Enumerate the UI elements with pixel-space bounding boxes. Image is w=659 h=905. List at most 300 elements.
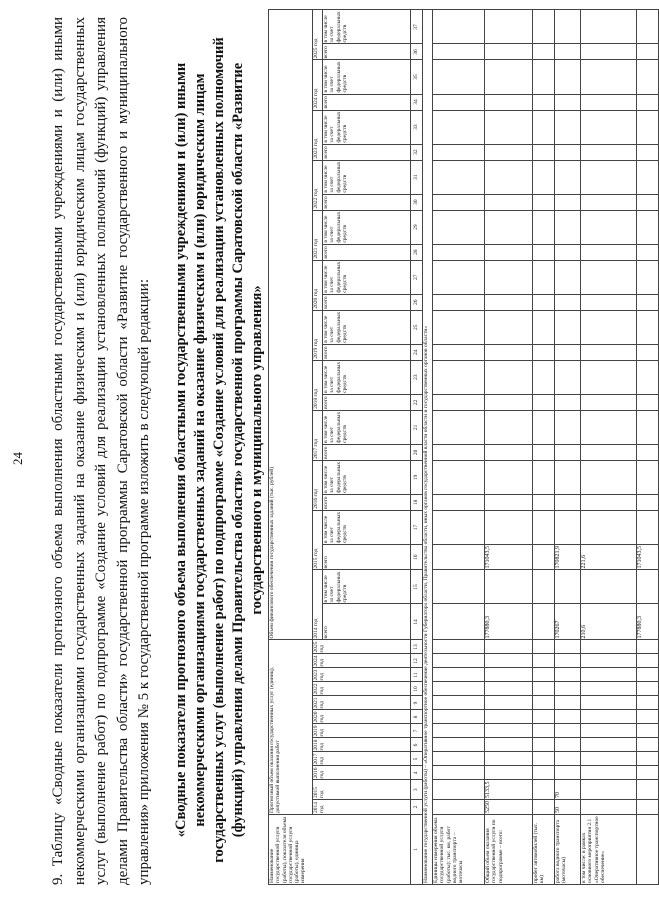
table-cell [533,344,555,360]
table-cell [581,144,637,160]
sub-total-header: всего [323,344,411,360]
table-cell [637,10,659,44]
table-cell [637,294,659,310]
table-cell [433,654,485,668]
sub-total-header: всего [323,94,411,110]
row-label [637,815,659,885]
table-cell [485,654,533,668]
column-number: 15 [411,570,423,604]
table-cell [581,260,637,294]
table-cell [555,710,581,724]
table-cell [485,260,533,294]
column-number: 34 [411,94,423,110]
table-cell [637,410,659,444]
table-cell [637,752,659,766]
table-cell [433,44,485,60]
table-cell [555,44,581,60]
table-cell [485,668,533,682]
table-cell [485,144,533,160]
table-cell [555,410,581,444]
table-cell: 177880,3 [637,604,659,640]
table-cell [555,682,581,696]
table-cell [433,10,485,44]
column-number: 31 [411,160,423,194]
table-cell [581,344,637,360]
column-number: 35 [411,60,423,94]
table-row [485,10,533,885]
sub-federal-header: в том числе за счет федеральных средств [323,260,411,294]
table-cell: 210,6 [581,604,637,640]
table-cell [581,210,637,244]
table-cell: 171043,5 [485,544,533,570]
table-cell [581,696,637,710]
table-cell [433,210,485,244]
sub-total-header: всего [323,494,411,510]
table-cell [433,94,485,110]
column-number: 27 [411,260,423,294]
finance-year-8: 2022 год [313,160,323,210]
column-number: 23 [411,360,423,394]
finance-year-7: 2021 год [313,210,323,260]
table-cell [637,344,659,360]
sub-total-header: всего [323,544,411,570]
table-cell [533,510,555,544]
table-cell [637,310,659,344]
table-cell [637,738,659,752]
table-cell [555,244,581,260]
table-cell [433,144,485,160]
forecast-year-0: 2014 год [313,800,411,815]
table-cell [581,360,637,394]
column-number: 13 [411,640,423,654]
row-label: в том числе: в рамках основного мероприятия 2.1 «Оперативное транспортное обеспечение» [581,815,637,885]
page-number: 24 [10,452,25,465]
column-number: 8 [411,710,423,724]
table-cell [485,640,533,654]
table-cell [433,394,485,410]
sub-total-header: всего [323,294,411,310]
finance-year-9: 2023 год [313,110,323,160]
sub-federal-header: в том числе за счет федеральных средств [323,510,411,544]
table-cell [533,544,555,570]
intro-paragraph: 9. Таблицу «Сводные показатели прогнозного объема выполнения областными государственными учреждениями и (или) иными некоммерческими организациями государственных заданий на оказание физическим и (или) юридическим лицам государственных услуг (выполнение работ) по подпрограмме «Создание условий для реализации установленных полномочий (функций) управления делами Правительства области» государственной программы Саратовской области «Развитие государственного и муниципального управления» приложения № 5 к государственной программе изложить в следующей редакции: [50,17,152,885]
table-cell [581,44,637,60]
table-cell [581,394,637,410]
table-cell [637,160,659,194]
table-cell [555,460,581,494]
sub-federal-header: в том числе за счет федеральных средств [323,160,411,194]
table-cell [637,654,659,668]
table-cell [533,752,555,766]
table-cell [581,738,637,752]
column-number: 17 [411,510,423,544]
group2-header: Объем финансового обеспечения государственных заданий (тыс. рублей) [269,10,313,640]
sub-federal-header: в том числе за счет федеральных средств [323,460,411,494]
table-cell [581,682,637,696]
table-cell [485,710,533,724]
table-cell [533,260,555,294]
table-cell [555,110,581,144]
table-cell [637,360,659,394]
table-cell [485,94,533,110]
table-cell [581,94,637,110]
table-cell [555,310,581,344]
table-cell [555,510,581,544]
table-cell [533,160,555,194]
table-cell [533,494,555,510]
row-label: Общий объем оказания государственной услуги по подпрограмме – всего: [485,815,533,885]
table-cell [555,10,581,44]
column-number: 12 [411,654,423,668]
table-cell [485,766,533,780]
column-number: 28 [411,244,423,260]
table-cell [433,640,485,654]
table-cell [433,738,485,752]
table-cell [533,194,555,210]
table-cell [555,738,581,752]
table-cell [637,800,659,815]
row-label: работа водного транспорта (моточасы) [555,815,581,885]
table-cell [581,110,637,144]
table-cell [433,344,485,360]
finance-year-1: 2015 год [313,510,323,570]
column-number: 33 [411,110,423,144]
table-cell [637,444,659,460]
column-number: 22 [411,394,423,410]
table-cell [581,570,637,604]
forecast-year-6: 2020 год [313,710,411,724]
table-cell [433,294,485,310]
table-cell [533,210,555,244]
table-cell [555,210,581,244]
column-number: 21 [411,410,423,444]
finance-year-3: 2017 год [313,410,323,460]
table-cell: 177880,3 [485,604,533,640]
table-cell [555,260,581,294]
table-cell [433,260,485,294]
table-cell [555,766,581,780]
col1-header: Наименование государственной услуги (работы), показателя объема государственной услуги (работы), единица измерения [269,815,411,885]
table-cell [485,444,533,460]
column-number: 4 [411,766,423,780]
table-cell [433,780,485,800]
table-cell [485,294,533,310]
table-cell [485,570,533,604]
table-cell [533,410,555,444]
table-cell [581,640,637,654]
table-cell [555,444,581,460]
column-number: 36 [411,44,423,60]
table-cell [637,260,659,294]
table-cell [555,668,581,682]
table-cell [555,344,581,360]
table-cell [533,244,555,260]
table-cell [581,724,637,738]
table-row [581,10,637,885]
sub-total-header: всего [323,444,411,460]
table-cell [433,724,485,738]
table-cell [581,160,637,194]
table-cell [533,710,555,724]
table-cell [533,668,555,682]
finance-year-6: 2020 год [313,260,323,310]
table-cell [555,94,581,110]
row-label: пробег автомобилей (тыс. км) [533,815,555,885]
column-number: 20 [411,444,423,460]
table-cell [433,682,485,696]
sub-federal-header: в том числе за счет федеральных средств [323,60,411,94]
sub-federal-header: в том числе за счет федеральных средств [323,10,411,44]
table-cell [637,44,659,60]
table-cell [637,682,659,696]
table-cell [637,710,659,724]
table-cell [533,460,555,494]
forecast-year-8: 2022 год [313,682,411,696]
group1-header: Прогнозный объем оказания государственных услуг (единиц), допустимой выполнения работ [269,640,313,815]
table-cell [581,752,637,766]
forecast-year-11: 2025 год [313,640,411,654]
table-cell [637,94,659,110]
column-number: 30 [411,194,423,210]
column-number: 32 [411,144,423,160]
sub-total-header: всего [323,604,411,640]
table-cell: 50 [555,800,581,815]
table-cell [581,510,637,544]
table-cell [637,780,659,800]
table-cell [433,800,485,815]
table-cell [555,144,581,160]
table-cell [555,724,581,738]
table-cell [533,738,555,752]
table-cell [637,110,659,144]
table-cell [433,510,485,544]
table-row [533,10,555,885]
column-number: 3 [411,780,423,800]
table-cell [533,696,555,710]
table-cell [581,444,637,460]
table-cell [433,110,485,144]
table-cell [581,244,637,260]
table-cell [485,360,533,394]
table-cell [533,724,555,738]
table-cell [485,494,533,510]
table-cell [533,144,555,160]
table-cell [581,654,637,668]
table-cell: 171043,5 [637,544,659,570]
table-cell [533,604,555,640]
table-cell [433,60,485,94]
table-cell [555,294,581,310]
table-cell [581,410,637,444]
column-number: 24 [411,344,423,360]
table-cell [555,570,581,604]
table-cell [581,710,637,724]
section-title: Наименование государственной услуги (работы) – «Оперативное транспортное обеспечение деятельности Губернатора области, Правительства области, иных органов государственной власти области и государственных органов области» [423,10,433,885]
table-cell [581,310,637,344]
table-cell [637,510,659,544]
table-cell [433,360,485,394]
table-row [433,10,485,885]
table-cell [637,60,659,94]
table-cell [533,570,555,604]
table-cell: 170267 [555,604,581,640]
finance-year-0: 2014 год [313,570,323,640]
table-cell [581,800,637,815]
table-cell [637,460,659,494]
table-cell [555,394,581,410]
column-number: 11 [411,668,423,682]
column-number: 6 [411,738,423,752]
table-cell [637,144,659,160]
column-number: 5 [411,752,423,766]
table-cell [581,10,637,44]
table-cell [433,604,485,640]
table-cell [533,310,555,344]
forecast-year-7: 2021 год [313,696,411,710]
table-cell [637,194,659,210]
column-number: 37 [411,10,423,44]
table-cell [485,696,533,710]
table-cell [533,766,555,780]
table-cell [433,444,485,460]
table-cell [485,10,533,44]
column-number: 18 [411,494,423,510]
sub-federal-header: в том числе за счет федеральных средств [323,310,411,344]
table-cell: 5250 [485,800,533,815]
table-cell [637,210,659,244]
finance-year-5: 2019 год [313,310,323,360]
forecast-year-10: 2024 год [313,654,411,668]
table-cell [581,294,637,310]
table-cell: 221,6 [581,544,637,570]
table-heading: «Сводные показатели прогнозного объема выполнения областными государственными учреждениями и (или) иными некоммерческими организациями государственных заданий на оказание физическим и (или) юридическим лицам государственных услуг (выполнение работ) по подпрограмме «Создание условий для реализации установленных полномочий (функций) управления делами Правительства области» государственной программы Саратовской области «Развитие государственного и муниципального управления» [173,37,265,863]
table-cell [433,544,485,570]
table-cell [581,766,637,780]
sub-federal-header: в том числе за счет федеральных средств [323,360,411,394]
table-cell [637,696,659,710]
table-cell [485,410,533,444]
column-number: 29 [411,210,423,244]
table-cell [581,780,637,800]
column-number: 9 [411,696,423,710]
sub-total-header: всего [323,44,411,60]
table-cell [485,344,533,360]
table-cell [581,460,637,494]
table-cell [433,460,485,494]
finance-year-10: 2024 год [313,60,323,110]
column-number: 19 [411,460,423,494]
table-cell [581,494,637,510]
table-cell [485,210,533,244]
forecast-year-1: 2015 год [313,780,411,800]
indicators-table [268,9,659,885]
column-number: 7 [411,724,423,738]
table-cell: 70 [555,780,581,800]
table-cell [433,494,485,510]
table-cell [433,570,485,604]
table-cell [533,60,555,94]
sub-federal-header: в том числе за счет федеральных средств [323,570,411,604]
table-cell [485,44,533,60]
table-cell: 170821,9 [555,544,581,570]
table-cell [485,244,533,260]
finance-year-4: 2018 год [313,360,323,410]
table-cell [433,766,485,780]
table-cell [555,696,581,710]
sub-total-header: всего [323,394,411,410]
table-cell [533,780,555,800]
finance-year-11: 2025 год [313,10,323,60]
table-cell [581,60,637,94]
sub-federal-header: в том числе за счет федеральных средств [323,410,411,444]
table-cell [637,766,659,780]
table-cell [555,60,581,94]
table-cell [533,10,555,44]
column-number: 26 [411,294,423,310]
table-cell [637,394,659,410]
column-number: 25 [411,310,423,344]
table-cell [433,752,485,766]
table-cell [533,94,555,110]
table-cell [433,244,485,260]
table-cell [485,110,533,144]
table-cell [533,640,555,654]
table-cell [637,640,659,654]
table-cell [433,710,485,724]
table-cell [533,800,555,815]
table-cell [485,460,533,494]
table-cell [433,310,485,344]
table-cell [533,44,555,60]
table-cell [581,668,637,682]
table-cell [433,668,485,682]
column-number: 16 [411,544,423,570]
table-cell [485,752,533,766]
table-cell [555,360,581,394]
table-cell [485,60,533,94]
table-cell [485,724,533,738]
sub-federal-header: в том числе за счет федеральных средств [323,210,411,244]
table-cell [533,682,555,696]
table-row [637,10,659,885]
table-cell [485,194,533,210]
table-cell [533,294,555,310]
table-cell [485,160,533,194]
table-cell [433,696,485,710]
sub-total-header: всего [323,144,411,160]
table-cell [637,494,659,510]
finance-year-2: 2016 год [313,460,323,510]
table-cell [637,570,659,604]
table-cell [533,394,555,410]
column-number: 1 [411,815,423,885]
column-number: 14 [411,604,423,640]
table-cell [555,752,581,766]
forecast-year-3: 2017 год [313,752,411,766]
table-cell [637,668,659,682]
table-cell [637,724,659,738]
forecast-year-9: 2023 год [313,668,411,682]
forecast-year-2: 2016 год [313,766,411,780]
table-cell [485,310,533,344]
table-cell [485,394,533,410]
sub-total-header: всего [323,244,411,260]
table-cell [433,194,485,210]
table-row [555,10,581,885]
column-number: 2 [411,800,423,815]
table-cell [555,160,581,194]
table-cell [533,110,555,144]
